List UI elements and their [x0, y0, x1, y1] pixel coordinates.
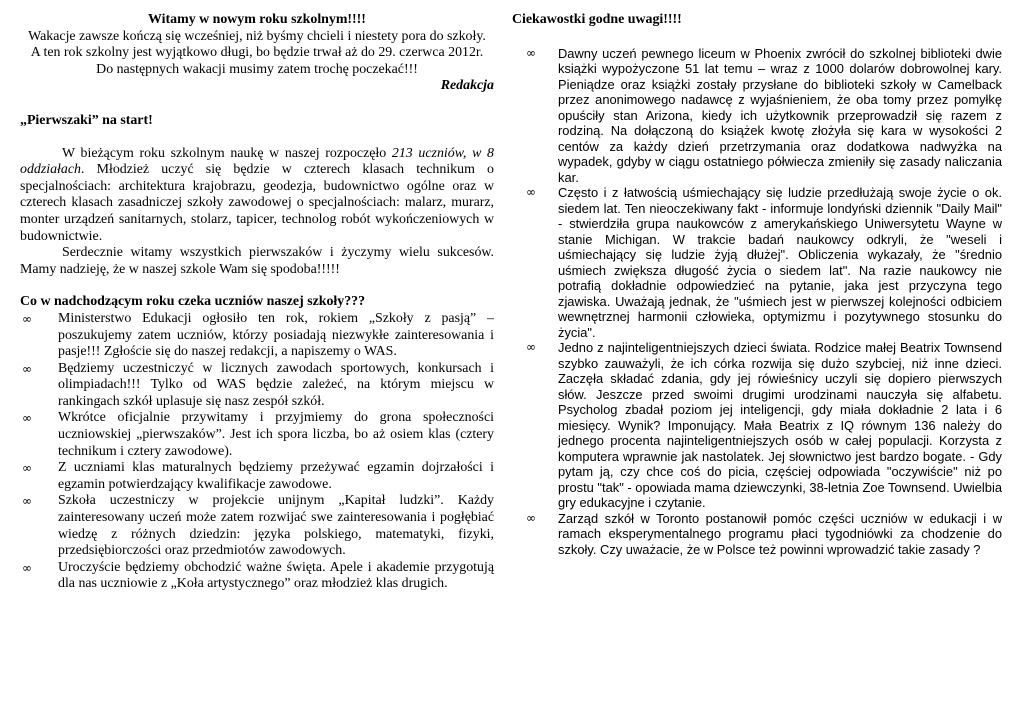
welcome-line-3: Do następnych wakacji musimy zatem trochę poczekać!!!: [96, 61, 418, 77]
list-item: [512, 340, 1002, 511]
freshmen-intro-end: . Młodzież uczyć się będzie w czterech klasach technikum o specjalnościach: architektura krajobrazu, geodezja, budownictwo ogólne oraz w czterech klasach zasadniczej szkoły zawodowej o specjalnościach: malarz, murarz, monter urządzeń sanitarnych, stolarz, tapicer, technolog robót wykończeniowych w budownictwie.: [20, 162, 494, 244]
infinity-bullet-icon: ∞: [22, 411, 32, 426]
list-item-text: Zarząd szkół w Toronto postanowił pomóc części uczniów w edukacji i w ramach eksperymentalnego programu płaci tygodniówki za chodzenie do szkoły. Czy uważacie, że w Polsce też powinni wprowadzić takie zasady ?: [558, 510, 1002, 557]
year-heading: Co w nadchodzącym roku czeka uczniów naszej szkoły???: [20, 294, 366, 310]
infinity-bullet-icon: ∞: [526, 510, 536, 525]
signature: Redakcja: [440, 78, 494, 94]
year-list: [20, 311, 494, 593]
infinity-bullet-icon: ∞: [526, 45, 536, 60]
infinity-bullet-icon: ∞: [22, 560, 32, 575]
list-item: [512, 511, 1002, 558]
list-item-text: Ministerstwo Edukacji ogłosiło ten rok, rokiem „Szkoły z pasją” – poszukujemy zatem uczniów, którzy posiadają niezwykłe zainteresowania i pasje!!! Zgłoście się do naszej redakcji, a napiszemy o WAS.: [58, 310, 494, 360]
welcome-line-1: Wakacje zawsze kończą się wcześniej, niż byśmy chcieli i niestety pora do szkoły.: [28, 28, 486, 44]
list-item-text: Jedno z najinteligentniejszych dzieci świata. Rodzice małej Beatrix Townsend szybko zauważyli, że ich córka rozwija się dużo szybciej, niż inne dzieci. Zaczęła składać zdania, gdy jej rówieśnicy uczyli się dopiero pierwszych słów. Jeszcze przed swoimi drugimi urodzinami nauczyła się alfabetu. Psycholog zbadał poziom jej inteligencji, gdy miała dokładnie 2 lata i 6 miesięcy. Wynik? Imponujący. Mała Beatrix z IQ równym 136 należy do jednego procenta najinteligentniejszych osób w całej populacji. Korzysta z komputera wprawnie jak nastolatek. Jej słownictwo jest bardzo bogate. - Gdy pytam ją, czy chce coś do picia, częściej odpowiada "oczywiście" niż po prostu "tak" - opowiada mama dziewczynki, 38-letnia Zoe Townsend. Uwielbia gry edukacyjne i czytanie.: [558, 340, 1002, 511]
welcome-line-2: A ten rok szkolny jest wyjątkowo długi, bo będzie trwał aż do 29. czerwca 2012r.: [30, 45, 484, 61]
list-item: [20, 410, 494, 460]
trivia-list: [512, 46, 1002, 558]
freshmen-greeting: Serdecznie witamy wszystkich pierwszaków i życzymy wielu sukcesów. Mamy nadzieję, że w naszej szkole Wam się spodoba!!!!!: [20, 245, 494, 277]
list-item: [20, 493, 494, 559]
freshmen-count: 213 uczniów, w 8 oddziałach: [20, 145, 494, 178]
infinity-bullet-icon: ∞: [22, 461, 32, 476]
list-item-text: Wkrótce oficjalnie przywitamy i przyjmiemy do grona społeczności uczniowskiej „pierwszaków”. Jest ich spora liczba, bo aż osiem klas (cztery technikum i cztery zawodowe).: [58, 410, 494, 459]
freshmen-intro-start: W bieżącym roku szkolnym naukę w naszej rozpoczęło: [62, 145, 392, 161]
list-item-text: Uroczyście będziemy obchodzić ważne święta. Apele i akademie przygotują dla nas uczniowie z „Koła artystycznego” oraz młodzież klas drugich.: [58, 559, 494, 592]
list-item: [20, 460, 494, 493]
list-item-text: Z uczniami klas maturalnych będziemy przeżywać egzamin dojrzałości i egzamin potwierdzający kwalifikacje zawodowe.: [58, 460, 494, 492]
list-item-text: Często i z łatwością uśmiechający się ludzie przedłużają swoje życie o ok. siedem lat. Ten nieoczekiwany fakt - informuje londyński dziennik "Daily Mail" - stwierdziła grupa naukowców z amerykańskiego Uniwersytetu Wayne w stanie Michigan. W trakcie badań naukowcy odkryli, że "weseli i uśmiechający się ludzie żyją dłużej". Obliczenia wykazały, że "średnio uśmiech zwiększa długość życia o siedem lat". Na razie naukowcy nie potrafią dokładnie odpowiedzieć na pytanie, jaka jest przyczyna tego zjawiska. Uważają jednak, że "uśmiech jest w pierwszej kolejności odbiciem wewnętrznej harmonii człowieka, optymizmu i pozytywnego stosunku do życia".: [558, 185, 1002, 340]
right-column: [512, 12, 1002, 557]
list-item: [20, 311, 494, 361]
welcome-title: Witamy w nowym roku szkolnym!!!!: [148, 12, 366, 27]
infinity-bullet-icon: ∞: [526, 340, 536, 355]
left-column: [20, 12, 494, 593]
infinity-bullet-icon: ∞: [22, 361, 32, 376]
freshmen-intro: [20, 146, 494, 246]
list-item: [20, 560, 494, 593]
list-item: [20, 361, 494, 411]
infinity-bullet-icon: ∞: [22, 311, 32, 326]
list-item: [512, 185, 1002, 340]
list-item-text: Szkoła uczestniczy w projekcie unijnym „Kapitał ludzki”. Każdy zainteresowany uczeń może zatem rozwijać swe zainteresowania i pogłębiać wiedzę z różnych dziedzin: języka polskiego, matematyki, fizyki, przedsiębiorczości oraz przedmiotów zawodowych.: [58, 493, 494, 559]
infinity-bullet-icon: ∞: [22, 494, 32, 509]
trivia-heading: Ciekawostki godne uwagi!!!!: [512, 12, 682, 27]
list-item-text: Będziemy uczestniczyć w licznych zawodach sportowych, konkursach i olimpiadach!!! Tylko od WAS będzie zależeć, na którym miejscu w rankingach szkół uplasuje się nasz zespół szkół.: [58, 360, 494, 409]
list-item-text: Dawny uczeń pewnego liceum w Phoenix zwrócił do szkolnej biblioteki dwie książki wypożyczone 51 lat temu – wraz z 1000 dolarów dobrowolnej kary. Pieniądze oraz książki zostały przysłane do biblioteki szkoły w Camelback przez anonimowego nadawcę z wyjaśnieniem, że oba tomy przez pomyłkę opuściły stan Arizona, kiedy ich użytkownik przeprowadził się razem z rodziną. Na dołączoną do książek kwotę złożyła się kara w wysokości 2 centów za każdy dzień przetrzymania oraz dodatkowa nadwyżka na wypadek, gdyby w ciągu ostatniego półwiecza zmieniły się zasady naliczania kar.: [558, 45, 1002, 185]
freshmen-heading: „Pierwszaki” na start!: [20, 112, 153, 128]
list-item: [512, 46, 1002, 186]
infinity-bullet-icon: ∞: [526, 185, 536, 200]
